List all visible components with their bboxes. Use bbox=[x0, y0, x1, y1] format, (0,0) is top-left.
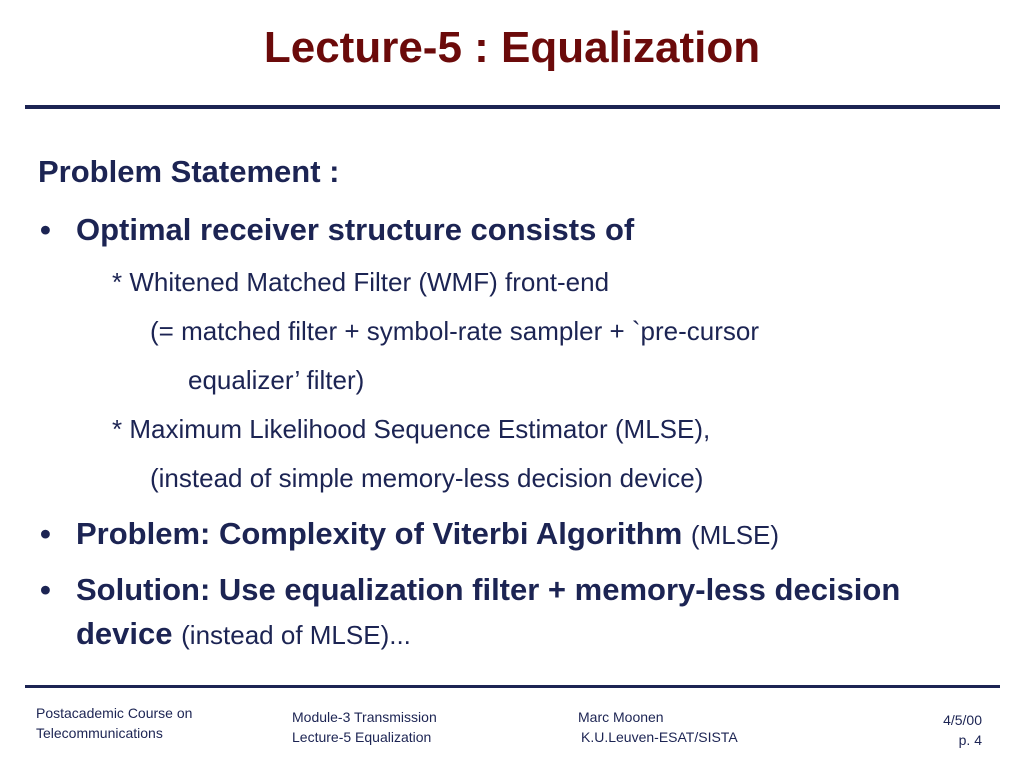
footer-page-number: p. 4 bbox=[958, 732, 982, 748]
footer-author-line1: Marc Moonen bbox=[578, 709, 664, 725]
footer-date-page bbox=[880, 710, 982, 750]
footer-module-line2: Lecture-5 Equalization bbox=[292, 729, 432, 745]
footer-date: 4/5/00 bbox=[943, 712, 982, 728]
footer-course-line1: Postacademic Course on bbox=[36, 705, 193, 721]
bullet-marker: • bbox=[40, 212, 51, 247]
footer-course-line2: Telecommunications bbox=[36, 725, 163, 741]
bullet-normal-text: (instead of MLSE)... bbox=[181, 620, 411, 650]
sub-item-mlse-detail: (instead of simple memory-less decision device) bbox=[150, 463, 704, 493]
footer-author-line2: K.U.Leuven-ESAT/SISTA bbox=[581, 729, 738, 745]
bullet-marker: • bbox=[40, 516, 51, 551]
sub-item-mlse: * Maximum Likelihood Sequence Estimator (MLSE), bbox=[112, 414, 711, 444]
bullet-bold-text: Solution: Use equalization filter + memory-less decision device bbox=[76, 572, 901, 651]
bullet-optimal-receiver bbox=[76, 208, 1006, 252]
footer-divider bbox=[25, 685, 1000, 688]
sub-item-wmf: * Whitened Matched Filter (WMF) front-end bbox=[112, 267, 610, 297]
bullet-solution bbox=[76, 568, 976, 657]
footer-author bbox=[578, 707, 738, 747]
slide-title: Lecture-5 : Equalization bbox=[263, 23, 761, 72]
footer-course bbox=[36, 703, 192, 743]
sub-item-wmf-detail-cont: equalizer’ filter) bbox=[188, 365, 365, 395]
footer-module-line1: Module-3 Transmission bbox=[292, 709, 437, 725]
bullet-problem bbox=[76, 512, 1006, 557]
bullet-marker: • bbox=[40, 572, 51, 607]
bullet-bold-text: Problem: Complexity of Viterbi Algorithm bbox=[76, 516, 683, 551]
sub-item-wmf-detail: (= matched filter + symbol-rate sampler + `pre-cursor bbox=[150, 316, 760, 346]
title-divider bbox=[25, 105, 1000, 109]
bullet-bold-text: Optimal receiver structure consists of bbox=[76, 212, 635, 247]
footer-module bbox=[292, 707, 437, 747]
bullet-normal-text: (MLSE) bbox=[690, 520, 780, 550]
problem-statement-heading: Problem Statement : bbox=[38, 154, 340, 189]
